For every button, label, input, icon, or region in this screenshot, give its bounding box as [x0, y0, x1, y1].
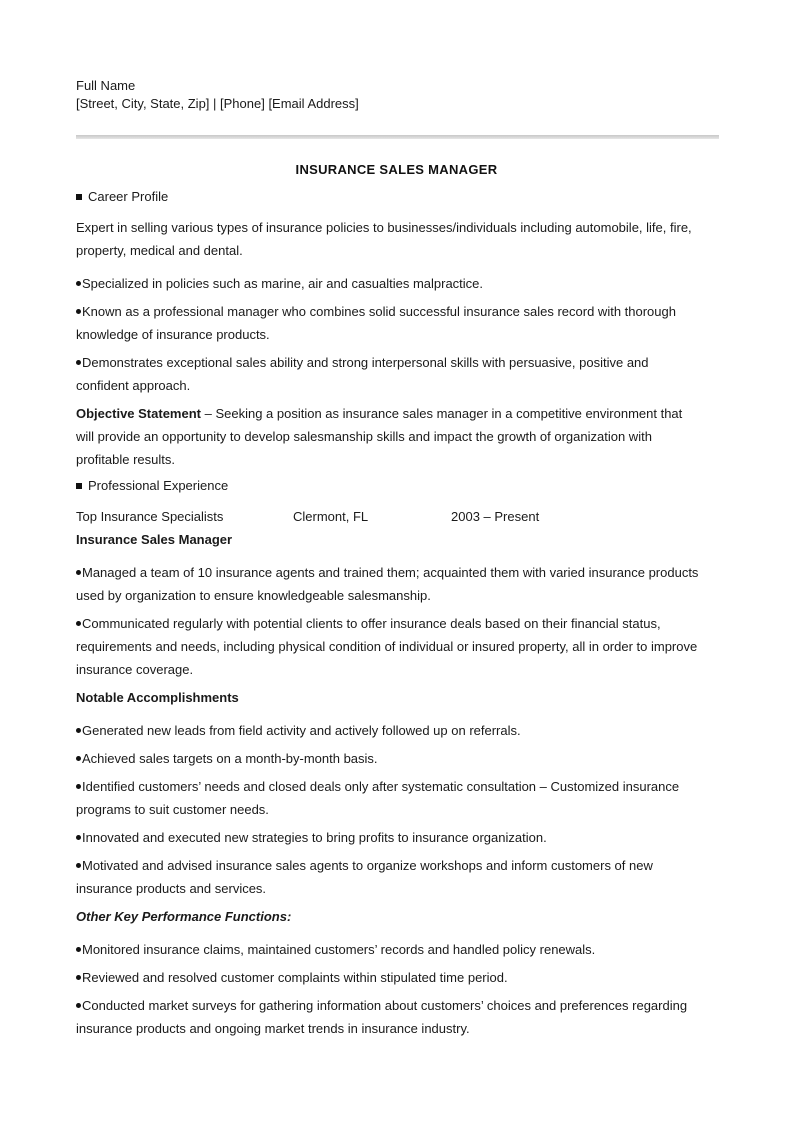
header-divider — [76, 135, 719, 139]
list-item-continued: insurance coverage. — [76, 662, 194, 677]
section-notable-accomplishments: Notable Accomplishments — [76, 690, 239, 705]
list-item: Specialized in policies such as marine, air and casualties malpractice. — [76, 272, 483, 295]
employer-location: Clermont, FL — [293, 509, 369, 524]
bullet-icon — [76, 281, 81, 286]
bullet-icon — [76, 835, 81, 840]
section-professional-experience: Professional Experience — [76, 474, 228, 497]
section-career-profile: Career Profile — [76, 185, 168, 208]
list-item: Reviewed and resolved customer complaints within stipulated time period. — [76, 966, 508, 989]
bullet-icon — [76, 784, 81, 789]
bullet-icon — [76, 309, 81, 314]
contact-line: [Street, City, State, Zip] | [Phone] [Email Address] — [76, 96, 359, 111]
list-item: Known as a professional manager who combines solid successful insurance sales record with thorough — [76, 300, 676, 323]
list-item-continued: programs to suit customer needs. — [76, 802, 269, 817]
profile-summary: Expert in selling various types of insurance policies to businesses/individuals including automobile, life, fire, — [76, 220, 692, 235]
list-item-continued: used by organization to ensure knowledgeable salesmanship. — [76, 588, 431, 603]
objective-statement: will provide an opportunity to develop salesmanship skills and impact the growth of organization with — [76, 429, 652, 444]
section-other-key-performance: Other Key Performance Functions: — [76, 909, 292, 924]
bullet-icon — [76, 728, 81, 733]
list-item: Managed a team of 10 insurance agents and trained them; acquainted them with varied insurance products — [76, 561, 698, 584]
objective-statement: Objective Statement – Seeking a position as insurance sales manager in a competitive environment that — [76, 406, 683, 421]
list-item-continued: knowledge of insurance products. — [76, 327, 270, 342]
objective-label: Objective Statement — [76, 406, 201, 421]
bullet-icon — [76, 947, 81, 952]
full-name: Full Name — [76, 78, 136, 93]
list-item-continued: requirements and needs, including physical condition of individual or insured property, all in order to improve — [76, 639, 698, 654]
profile-summary: property, medical and dental. — [76, 243, 243, 258]
bullet-icon — [76, 570, 81, 575]
list-item: Achieved sales targets on a month-by-month basis. — [76, 747, 378, 770]
document-title: INSURANCE SALES MANAGER — [295, 162, 498, 177]
list-item: Monitored insurance claims, maintained customers’ records and handled policy renewals. — [76, 938, 595, 961]
list-item-continued: insurance products and ongoing market trends in insurance industry. — [76, 1021, 470, 1036]
bullet-icon — [76, 1003, 81, 1008]
list-item-continued: confident approach. — [76, 378, 191, 393]
square-bullet-icon — [76, 483, 82, 489]
bullet-icon — [76, 863, 81, 868]
employment-dates: 2003 – Present — [451, 509, 540, 524]
square-bullet-icon — [76, 194, 82, 200]
objective-statement: profitable results. — [76, 452, 175, 467]
list-item-continued: insurance products and services. — [76, 881, 267, 896]
bullet-icon — [76, 756, 81, 761]
bullet-icon — [76, 621, 81, 626]
list-item: Identified customers’ needs and closed deals only after systematic consultation – Customized insurance — [76, 775, 679, 798]
employer-name: Top Insurance Specialists — [76, 509, 224, 524]
list-item: Innovated and executed new strategies to bring profits to insurance organization. — [76, 826, 547, 849]
bullet-icon — [76, 975, 81, 980]
list-item: Generated new leads from field activity and actively followed up on referrals. — [76, 719, 521, 742]
list-item: Communicated regularly with potential clients to offer insurance deals based on their financial status, — [76, 612, 661, 635]
list-item: Motivated and advised insurance sales agents to organize workshops and inform customers of new — [76, 854, 653, 877]
bullet-icon — [76, 360, 81, 365]
job-title: Insurance Sales Manager — [76, 532, 233, 547]
list-item: Conducted market surveys for gathering information about customers’ choices and preferences regarding — [76, 994, 687, 1017]
list-item: Demonstrates exceptional sales ability and strong interpersonal skills with persuasive, positive and — [76, 351, 649, 374]
